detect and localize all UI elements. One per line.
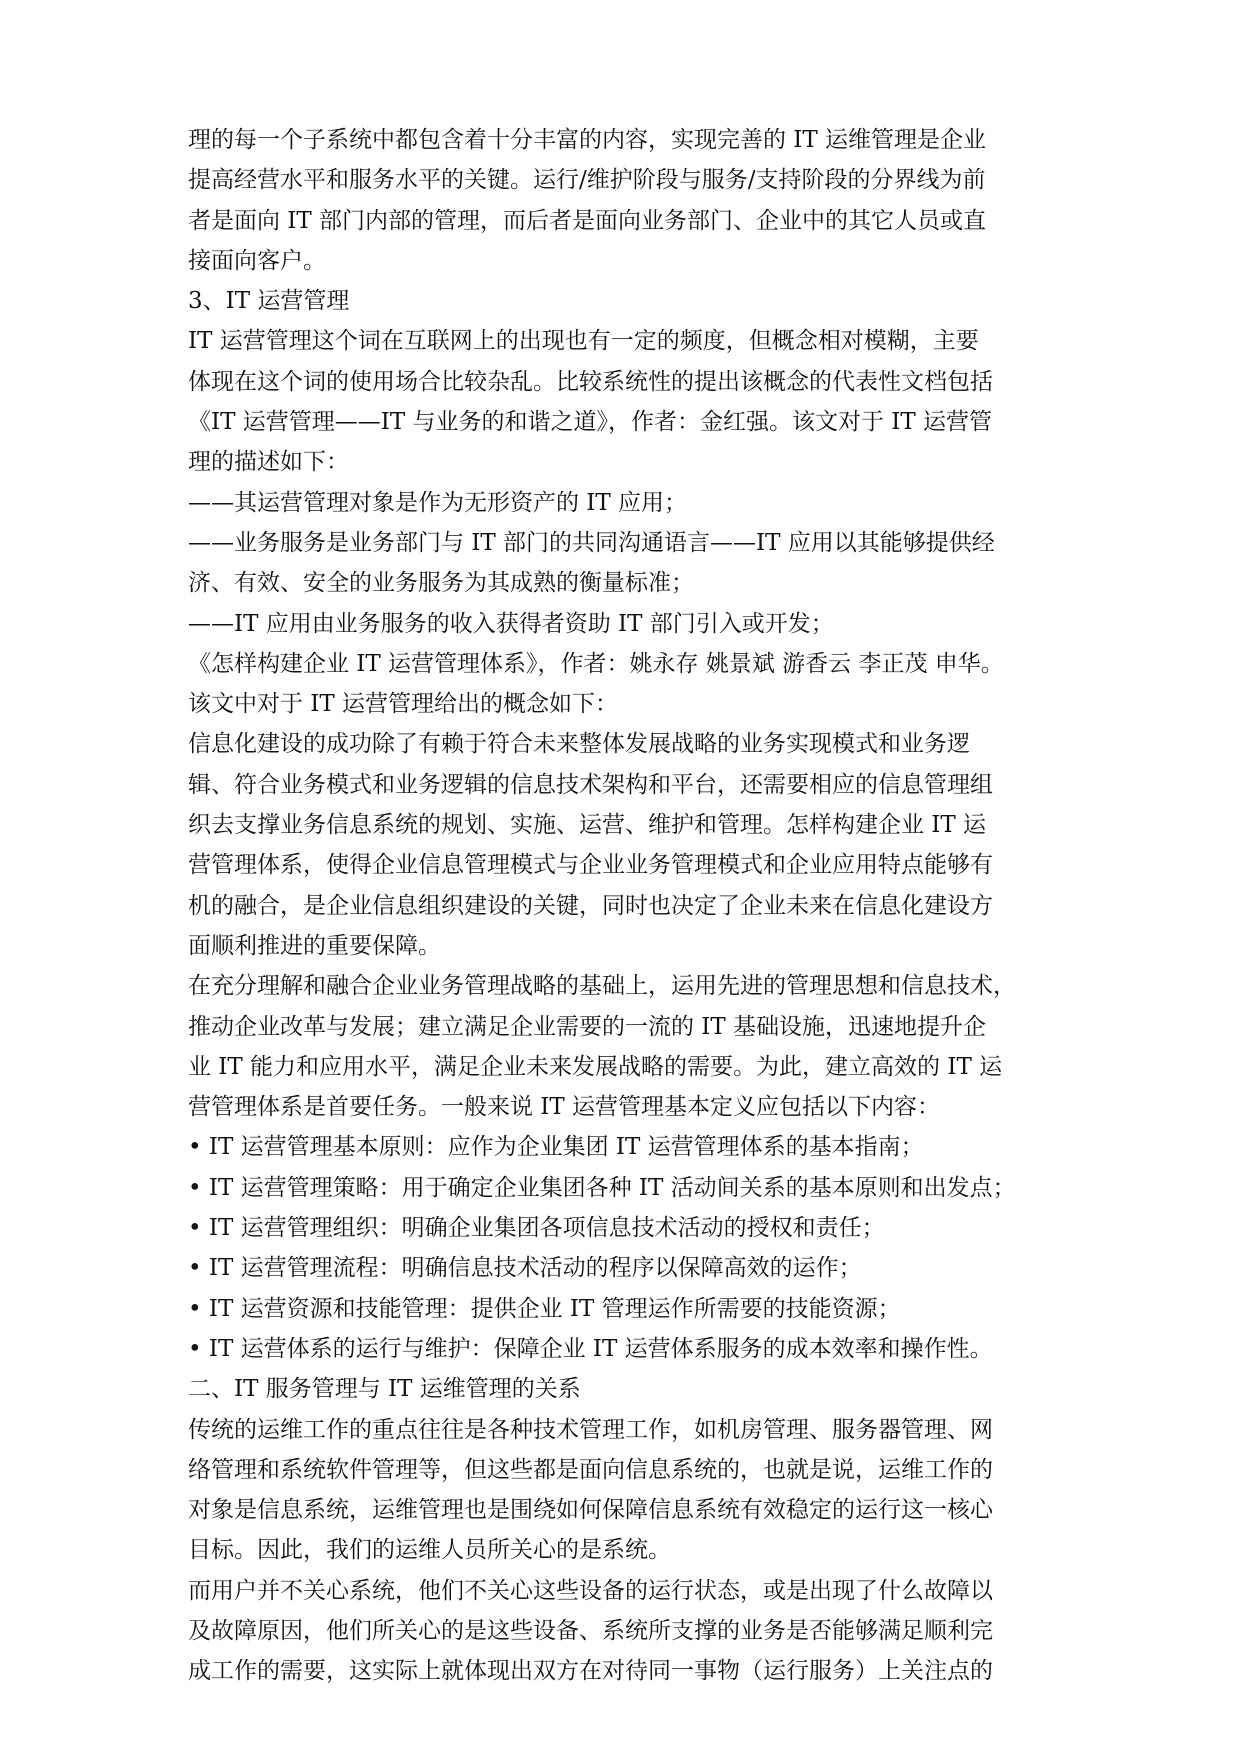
text-line: 在充分理解和融合企业业务管理战略的基础上，运用先进的管理思想和信息技术， — [188, 973, 1016, 1000]
text-line: 辑、符合业务模式和业务逻辑的信息技术架构和平台，还需要相应的信息管理组 — [188, 771, 993, 798]
text-line: 《IT 运营管理——IT 与业务的和谐之道》，作者：金红强。该文对于 IT 运营管 — [188, 409, 993, 436]
dash-item: ——其运营管理对象是作为无形资产的 IT 应用； — [188, 489, 688, 516]
text-line: 机的融合，是企业信息组织建设的关键，同时也决定了企业未来在信息化建设方 — [188, 892, 993, 919]
bullet-item: • IT 运营体系的运行与维护：保障企业 IT 运营体系服务的成本效率和操作性。 — [188, 1335, 993, 1362]
document-page — [188, 120, 1068, 1692]
text-line: 目标。因此，我们的运维人员所关心的是系统。 — [188, 1537, 671, 1564]
text-line: 营管理体系，使得企业信息管理模式与企业业务管理模式和企业应用特点能够有 — [188, 852, 993, 879]
text-line: 信息化建设的成功除了有赖于符合未来整体发展战略的业务实现模式和业务逻 — [188, 731, 970, 758]
text-line: 面顺利推进的重要保障。 — [188, 932, 441, 959]
text-line: 而用户并不关心系统，他们不关心这些设备的运行状态，或是出现了什么故障以 — [188, 1577, 993, 1604]
bullet-item: • IT 运营资源和技能管理：提供企业 IT 管理运作所需要的技能资源； — [188, 1295, 901, 1322]
section-heading: 二、IT 服务管理与 IT 运维管理的关系 — [188, 1376, 581, 1403]
text-line: 接面向客户。 — [188, 247, 326, 274]
text-line: 对象是信息系统，运维管理也是围绕如何保障信息系统有效稳定的运行这一核心 — [188, 1497, 993, 1524]
bullet-item: • IT 运营管理策略：用于确定企业集团各种 IT 活动间关系的基本原则和出发点； — [188, 1174, 1016, 1201]
section-heading: 3、IT 运营管理 — [188, 288, 350, 315]
text-line: 体现在这个词的使用场合比较杂乱。比较系统性的提出该概念的代表性文档包括 — [188, 368, 993, 395]
text-line: 营管理体系是首要任务。一般来说 IT 运营管理基本定义应包括以下内容： — [188, 1094, 941, 1121]
dash-item: ——IT 应用由业务服务的收入获得者资助 IT 部门引入或开发； — [188, 610, 834, 637]
text-line: 及故障原因，他们所关心的是这些设备、系统所支撑的业务是否能够满足顺利完 — [188, 1617, 993, 1644]
text-line: 理的每一个子系统中都包含着十分丰富的内容，实现完善的 IT 运维管理是企业 — [188, 127, 987, 153]
text-line: 该文中对于 IT 运营管理给出的概念如下： — [188, 691, 619, 718]
dash-item: ——业务服务是业务部门与 IT 部门的共同沟通语言——IT 应用以其能够提供经 — [188, 529, 995, 556]
text-line: 理的描述如下： — [188, 449, 349, 476]
text-line: 济、有效、安全的业务服务为其成熟的衡量标准； — [188, 570, 694, 597]
text-line: 《怎样构建企业 IT 运营管理体系》，作者：姚永存 姚景斌 游香云 李正茂 申华。 — [188, 650, 1004, 677]
bullet-item: • IT 运营管理组织：明确企业集团各项信息技术活动的授权和责任； — [188, 1215, 885, 1242]
text-line: 提高经营水平和服务水平的关键。运行/维护阶段与服务/支持阶段的分界线为前 — [188, 167, 986, 194]
bullet-item: • IT 运营管理基本原则：应作为企业集团 IT 运营管理体系的基本指南； — [188, 1134, 924, 1161]
text-line: 者是面向 IT 部门内部的管理，而后者是面向业务部门、企业中的其它人员或直 — [188, 207, 987, 234]
text-line: 织去支撑业务信息系统的规划、实施、运营、维护和管理。怎样构建企业 IT 运 — [188, 812, 987, 839]
text-line: 推动企业改革与发展；建立满足企业需要的一流的 IT 基础设施，迅速地提升企 — [188, 1013, 987, 1040]
text-line: 传统的运维工作的重点往往是各种技术管理工作，如机房管理、服务器管理、网 — [188, 1416, 993, 1443]
text-line: 业 IT 能力和应用水平，满足企业未来发展战略的需要。为此，建立高效的 IT 运 — [188, 1053, 1003, 1080]
text-line: IT 运营管理这个词在互联网上的出现也有一定的频度，但概念相对模糊，主要 — [188, 328, 979, 355]
bullet-item: • IT 运营管理流程：明确信息技术活动的程序以保障高效的运作； — [188, 1255, 862, 1282]
text-line: 络管理和系统软件管理等，但这些都是面向信息系统的，也就是说，运维工作的 — [188, 1456, 993, 1483]
text-line: 成工作的需要，这实际上就体现出双方在对待同一事物（运行服务）上关注点的 — [188, 1658, 993, 1685]
